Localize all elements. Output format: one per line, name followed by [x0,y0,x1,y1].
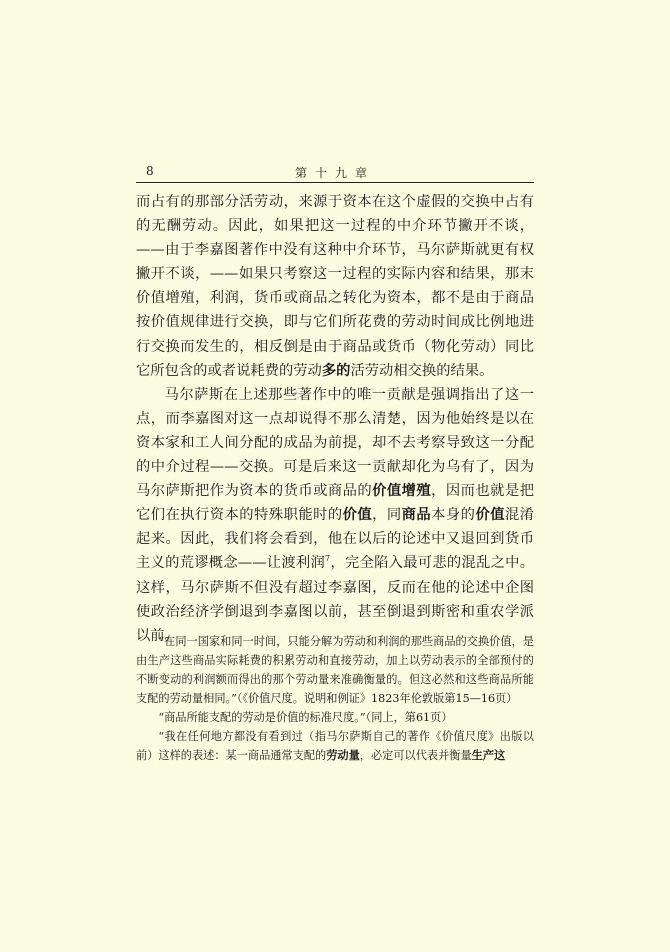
emphasis: 价值 [475,507,505,524]
emphasis: 价值 [342,507,373,524]
emphasis: 劳动量 [326,748,360,762]
page-number: 8 [146,164,154,178]
text-run: “我在任何地方都没有看到过（指马尔萨斯自己的著作《价值尺度》出版以前）这样的表述：某一商品通常支配的 [136,730,534,762]
emphasis: 多的 [321,362,351,379]
text-run: ，必定可以代表并衡量 [359,749,472,762]
text-run: ，完全陷入最可悲的混乱之中。这样，马尔萨斯不但没有超过李嘉图，反而在他的论述中企图使政治经济学倒退到李嘉图以前，甚至倒退到斯密和重农学派以前。 [136,555,535,644]
footnote-ref: 7 [325,554,331,564]
footnote-block [136,632,534,765]
emphasis: 商品 [401,507,432,524]
emphasis: 价值增殖 [372,483,432,500]
page-header [136,162,534,183]
paragraph-2 [136,383,534,648]
text-run: 马尔萨斯在上述那些著作中的唯一贡献是强调指出了这一点，而李嘉图对这一点却说得不那么清楚，因为他始终是以在资本家和工人间分配的成品为前提，却不去考察导致这一分配的中介过程——交换。可是后来这一贡献却化为乌有了，因为马尔萨斯把作为资本的货币或商品的 [136,386,534,500]
text-run: ，同 [372,507,402,524]
text-run: 活劳动相交换的结果。 [350,362,494,379]
chapter-title: 第十九章 [294,166,375,180]
quote-3 [136,727,534,765]
paragraph-1 [136,190,534,383]
text-run: 本身的 [431,507,476,524]
text-run: ，因而也就是把它们在执行资本的特殊职能时的 [136,483,534,524]
main-text [136,190,534,648]
quote-1: “在同一国家和同一时间，只能分解为劳动和利润的那些商品的交换价值，是由生产这些商品实际耗费的积累劳动和直接劳动，加上以劳动表示的全部预付的不断变动的利润额而得出的那个劳动量来准确衡量的。但这必然和这些商品所能支配的劳动量相同。”（《价值尺度。说明和例证》1823年伦敦版第15—16页） [136,635,534,705]
text-run: 而占有的那部分活劳动，来源于资本在这个虚假的交换中占有的无酬劳动。因此，如果把这一过程的中介环节撇开不谈，——由于李嘉图著作中没有这种中介环节，马尔萨斯就更有权撇开不谈，——如果只考察这一过程的实际内容和结果，那末价值增殖，利润，货币或商品之转化为资本，都不是由于商品按价值规律进行交换，即与它们所花费的劳动时间成比例地进行交换而发生的，相反倒是由于商品或货币（物化劳动）同比它所包含的或者说耗费的劳动 [136,194,534,379]
quote-2: “商品所能支配的劳动是价值的标准尺度。”（同上，第61页） [158,711,453,724]
emphasis: 生产这 [471,748,506,762]
text-run: 混淆起来。因此，我们将会看到，他在以后的论述中又退回到货币主义的荒谬概念——让渡利润 [136,507,535,572]
